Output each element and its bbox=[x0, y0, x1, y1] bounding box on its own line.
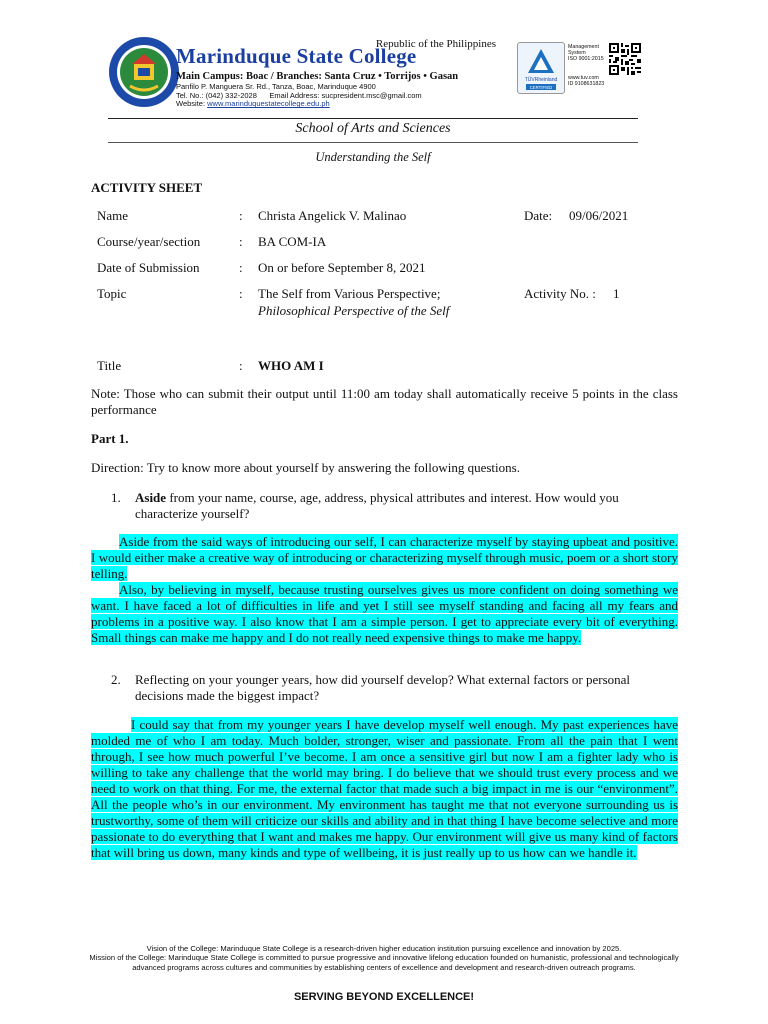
colon: : bbox=[239, 358, 243, 373]
certification-text bbox=[568, 44, 604, 87]
website-link[interactable]: www.marinduquestatecollege.edu.ph bbox=[207, 99, 330, 109]
tuv-badge: CERTIFIED bbox=[529, 85, 553, 90]
colon: : bbox=[239, 208, 243, 223]
tel-text: Tel. No.: (042) 332-2028 bbox=[176, 90, 257, 100]
answer-1 bbox=[91, 534, 678, 646]
tuv-name: TÜVRheinland bbox=[524, 77, 558, 83]
vision-text: Vision of the College: Marinduque State College is a research-driven higher education institution pursuing excellence and innovation by 2025. bbox=[146, 944, 622, 953]
email-text: Email Address: sucpresident.msc@gmail.com bbox=[269, 90, 422, 100]
activity-sheet-heading: ACTIVITY SHEET bbox=[91, 180, 203, 195]
question-text: Reflecting on your younger years, how did yourself develop? What external factors or personal decisions made the biggest impact? bbox=[135, 672, 631, 703]
date-label: Date: bbox=[524, 208, 553, 223]
course-value: BA COM-IA bbox=[258, 234, 327, 249]
website-line bbox=[176, 100, 422, 109]
college-seal-icon bbox=[108, 36, 180, 108]
topic-value-line1: The Self from Various Perspective; bbox=[258, 286, 441, 301]
answer-1-paragraph-1: Aside from the said ways of introducing our self, I can characterize myself by staying upbeat and positive. I would either make a creative way of introducing or characterizing myself through music, poem or a short story telling. bbox=[91, 534, 678, 581]
cert-line: www.tuv.com bbox=[568, 74, 599, 81]
submission-label: Date of Submission bbox=[97, 260, 200, 275]
colon: : bbox=[239, 260, 243, 275]
question-number: 2. bbox=[111, 672, 121, 687]
date-value: 09/06/2021 bbox=[569, 208, 629, 223]
answer-1-paragraph-2: Also, by believing in myself, because trusting ourselves gives us more confident on doing something we want. I have faced a lot of difficulties in life and yet I still see myself standing and facing all my fears and problems in a positive way. I also know that I am a simple person. I get to appreciate every bit of everything. Small things can make me happy and I do not really need expensive things to make me happy. bbox=[91, 582, 678, 645]
tuv-certification-icon bbox=[517, 42, 565, 94]
header-rule-secondary bbox=[108, 142, 638, 143]
question-text bbox=[135, 490, 678, 522]
header-rule bbox=[108, 118, 638, 119]
question-bold-word: Aside bbox=[135, 490, 167, 505]
name-value: Christa Angelick V. Malinao bbox=[258, 208, 407, 223]
colon: : bbox=[239, 234, 243, 249]
course-label: Course/year/section bbox=[97, 234, 201, 249]
question-2 bbox=[111, 672, 678, 704]
question-number: 1. bbox=[111, 490, 121, 505]
answer-2-paragraph: I could say that from my younger years I have develop myself well enough. My past experiences have molded me of who I am today. Much bolder, stronger, wiser and passionate. From all the pain that I went through, I see how much powerful I’ve become. I am once a sensitive girl but now I am a fighter lady who is willing to take any challenge that the world may bring. I do believe that we should trust every process and we need to work on that thing. For me, the external factor that made such a big impact in me is our “environment”. All the people who’s in our environment. My environment has taught me that not everyone surrounding us is trustworthy, some of them will criticize our skills and ability and in that thing I have become selective and more passionate to do everything that I want and makes me happy. Our environment will give us many kind of factors that will bring us down, many kinds and type of wellbeing, it is just really up to us how can we handle it. bbox=[91, 717, 678, 860]
question-rest: from your name, course, age, address, physical attributes and interest. How would you characterize yourself? bbox=[135, 490, 619, 521]
name-label: Name bbox=[97, 208, 129, 223]
direction-text: Direction: Try to know more about yourself by answering the following questions. bbox=[91, 460, 520, 475]
cert-line: ID 9108631823 bbox=[568, 80, 605, 87]
cert-line: ISO 9001:2015 bbox=[568, 56, 604, 63]
address-line: Panfilo P. Manguera Sr. Rd., Tanza, Boac, Marinduque 4900 bbox=[176, 82, 376, 91]
answer-2 bbox=[91, 717, 678, 861]
footer-vision-mission bbox=[80, 944, 688, 972]
part-heading: Part 1. bbox=[91, 431, 129, 446]
note-paragraph: Note: Those who can submit their output until 11:00 am today shall automatically receive 5 points in the class performance bbox=[91, 386, 678, 417]
title-label: Title bbox=[97, 358, 122, 373]
mission-text: Mission of the College: Marinduque State College is committed to pursue progressive and innovative lifelong education founded on humanistic, professional and technologically advanced programs across cultures and communities by establishing centers of excellence and development and research-driven outreach programs. bbox=[89, 953, 679, 972]
title-value: WHO AM I bbox=[258, 358, 324, 373]
campus-line: Main Campus: Boac / Branches: Santa Cruz • Torrijos • Gasan bbox=[176, 71, 459, 82]
website-label: Website: bbox=[176, 99, 206, 109]
course-title: Understanding the Self bbox=[315, 150, 431, 164]
submission-value: On or before September 8, 2021 bbox=[258, 260, 426, 275]
activity-number-value: 1 bbox=[613, 286, 620, 301]
school-name: School of Arts and Sciences bbox=[295, 121, 451, 136]
cert-line: System bbox=[568, 50, 586, 57]
republic-line: Republic of the Philippines bbox=[375, 38, 496, 50]
colon: : bbox=[239, 286, 243, 301]
cert-line: Management bbox=[568, 44, 599, 50]
qr-code-icon bbox=[609, 43, 641, 75]
activity-number-label: Activity No. : bbox=[524, 286, 596, 301]
question-1 bbox=[111, 490, 678, 522]
topic-value-line2: Philosophical Perspective of the Self bbox=[258, 303, 450, 318]
tuv-triangle-icon bbox=[518, 43, 564, 93]
topic-label: Topic bbox=[97, 286, 127, 301]
slogan: SERVING BEYOND EXCELLENCE! bbox=[293, 991, 475, 1003]
college-name: Marinduque State College bbox=[176, 44, 417, 68]
contact-block bbox=[176, 83, 422, 109]
